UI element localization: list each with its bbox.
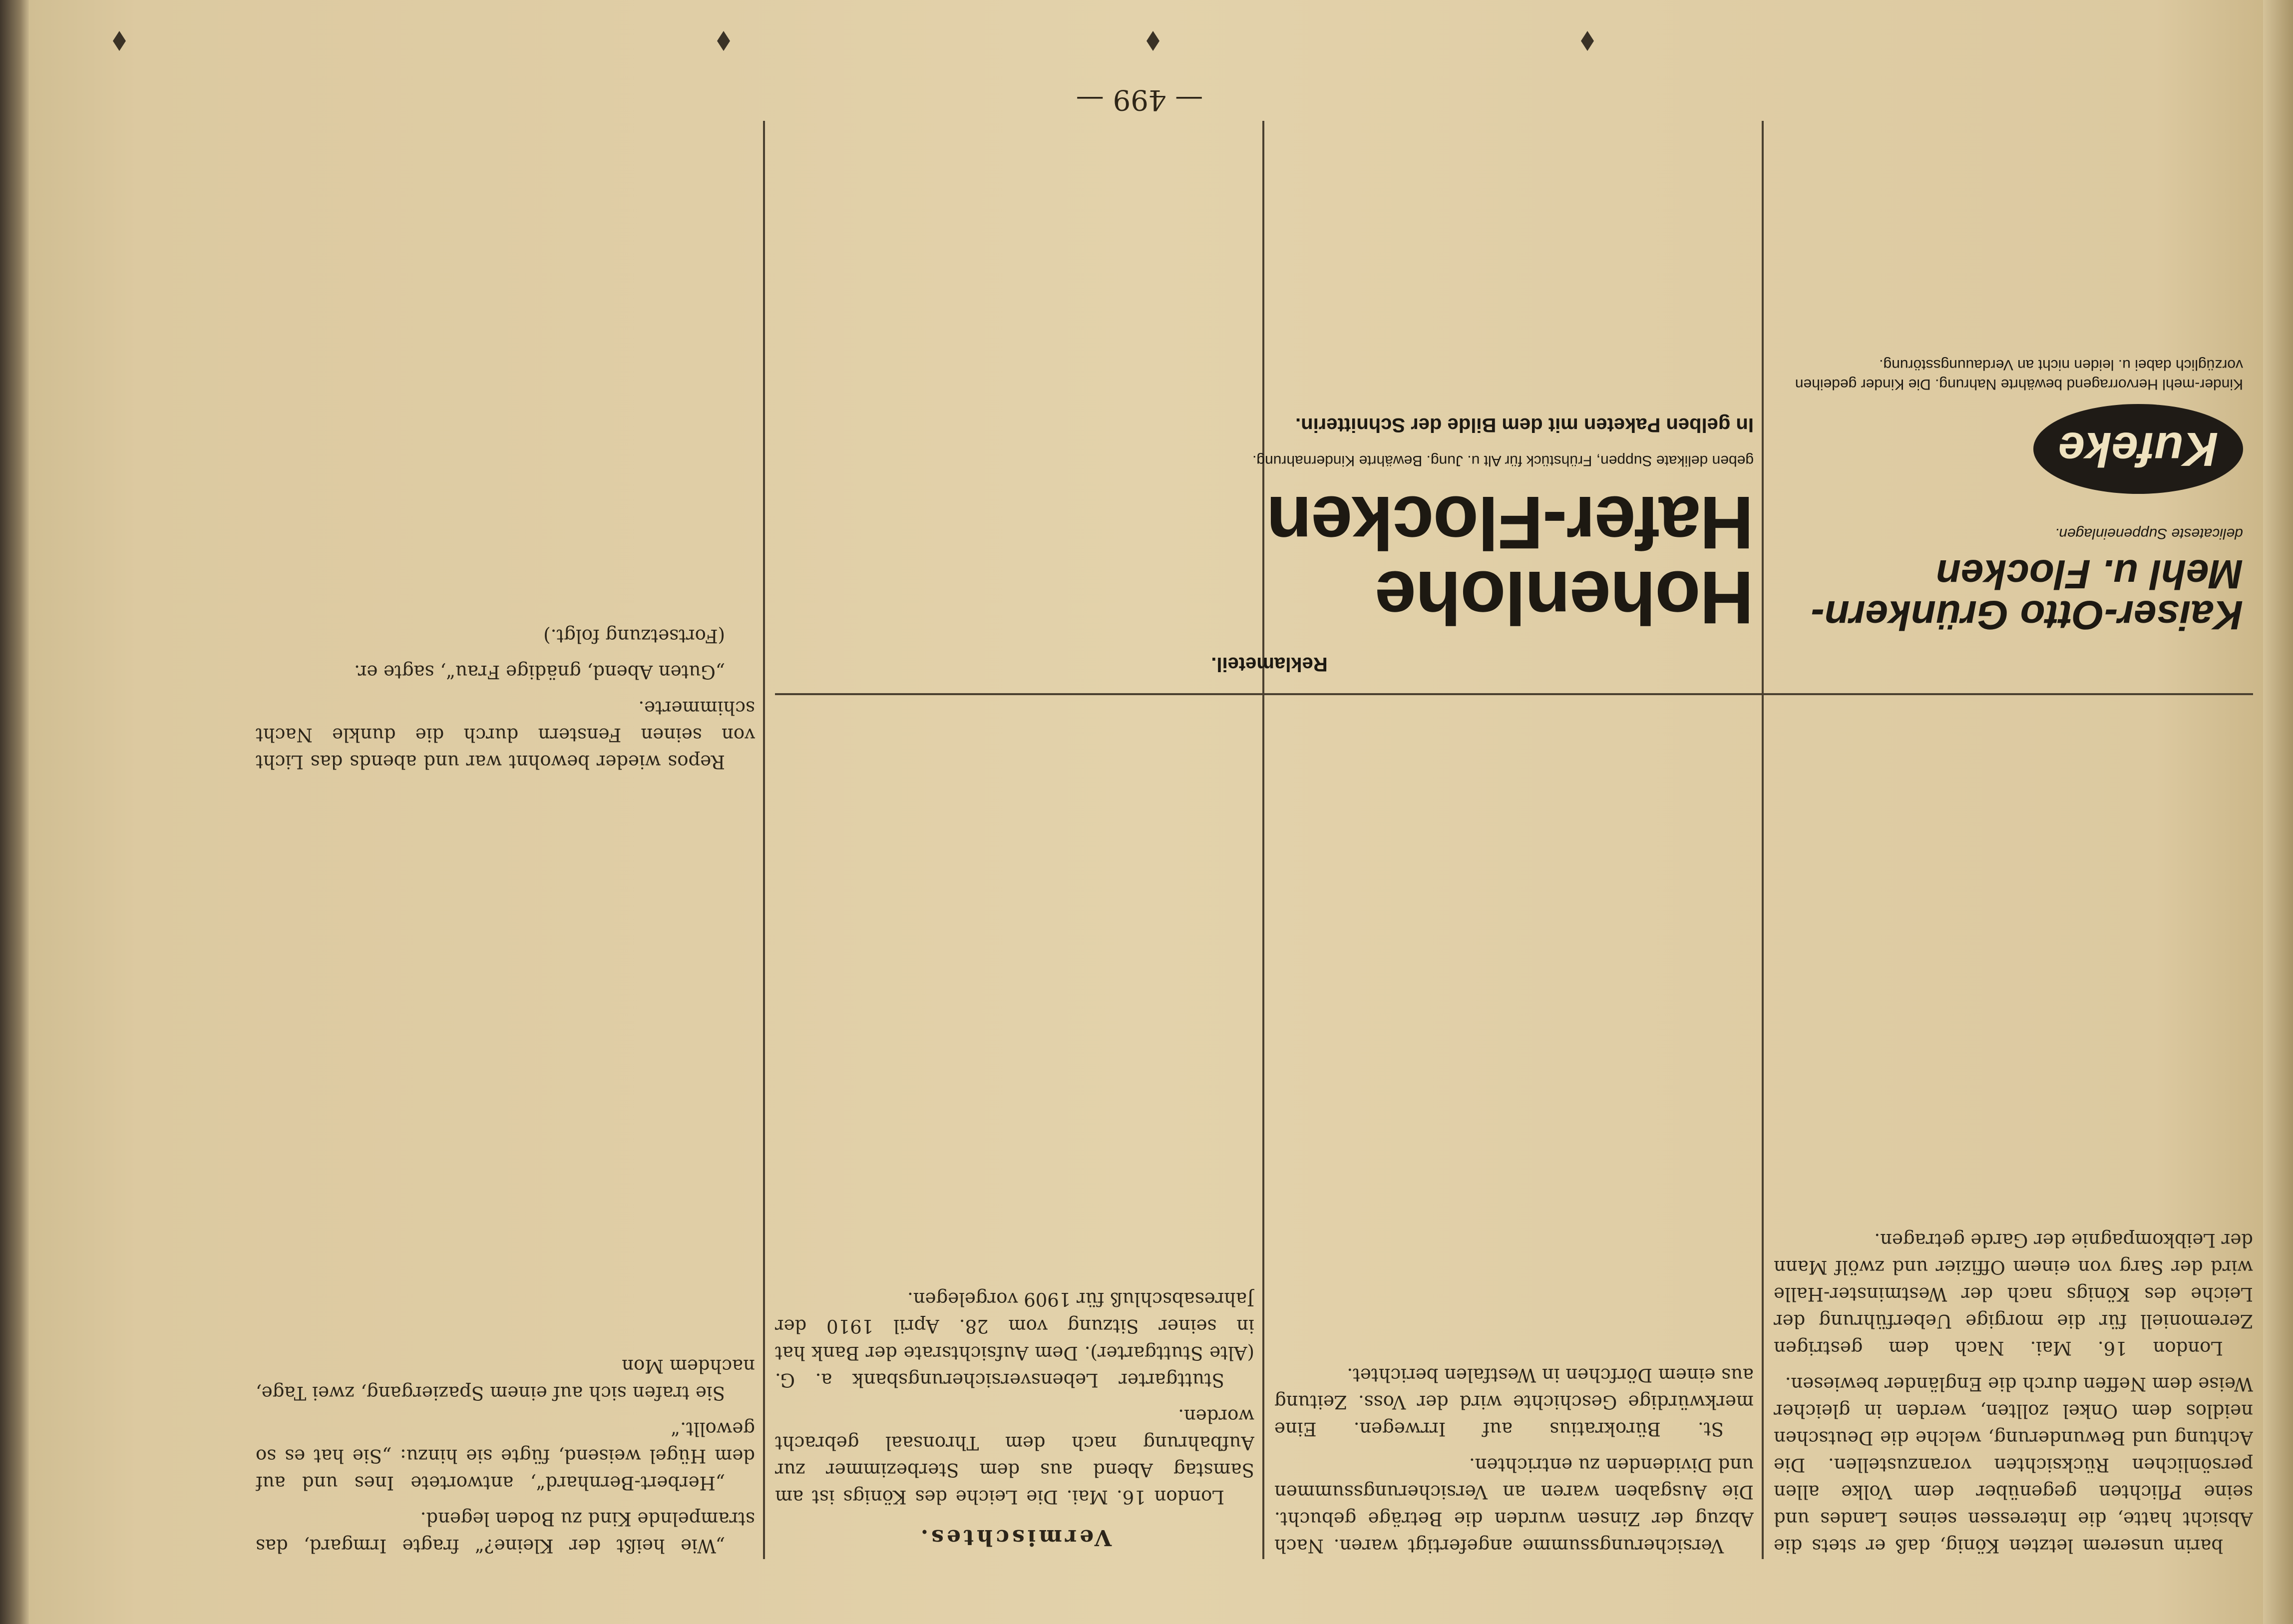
paragraph: Versicherungssumme angefertigt waren. Nach Abzug der Zinsen wurden die Beträge gebucht. Die Ausgaben waren an Versicherungssummen und Dividenden zu entrichten. — [1274, 1454, 1754, 1557]
story-column-left-lower — [256, 126, 755, 775]
paragraph: Sie trafen sich auf einem Spaziergang, zwei Tage, nachdem Mon — [256, 1355, 755, 1404]
paragraph: St. Bürokratius auf Irrwegen. Eine merkwürdige Geschichte wird der Voss. Zeitung aus einem Dörfchen in Westfalen berichtet. — [1274, 1364, 1754, 1440]
paragraph: Stuttgarter Lebensversicherungsbank a. G. (Alte Stuttgarter). Dem Aufsichtsrate der Bank hat in seiner Sitzung vom 28. April 1910 der Jahresabschluß für 1909 vorgelegen. — [775, 1288, 1254, 1391]
paragraph: „Guten Abend, gnädige Frau“, sagte er. — [354, 661, 725, 683]
paragraph: London 16. Mai. Nach dem gestrigen Zeremoniell für die morgige Ueberführung der Leiche des Königs nach der Westminster-Halle wird der Sarg von einem Offizier und zwölf Mann der Leibkompagnie der Garde getragen. — [1774, 1229, 2253, 1359]
hohenlohe-packet-note: In gelben Paketen mit dem Bilde der Schnitterin. — [1295, 414, 1754, 436]
page-number: — 499 — — [1076, 83, 1203, 116]
paragraph: London 16. Mai. Die Leiche des Königs ist am Samstag Abend aus dem Sterbezimmer zur Aufbahrung nach dem Thronsaal gebracht worden. — [775, 1405, 1254, 1508]
reklameteil-heading: Reklameteil. — [1211, 653, 1328, 675]
hohenlohe-subtitle: geben delikate Suppen, Frühstück für Alt u. Jung. Bewährte Kindernahrung. — [1252, 452, 1754, 469]
kaiser-otto-advertisement — [1794, 355, 2243, 638]
section-heading: Vermischtes. — [917, 1525, 1112, 1550]
binding-pin-icon — [1581, 31, 1594, 51]
article-column-center-left — [775, 710, 1254, 1559]
paragraph: (Fortsetzung folgt.) — [543, 625, 725, 647]
paragraph: „Wie heißt der Kleine?“ fragte Irmgard, das strampelnde Kind zu Boden legend. — [256, 1508, 755, 1557]
binding-pin-icon — [717, 31, 730, 51]
kufeke-description: Kinder-mehl Hervorragend bewährte Nahrung. Die Kinder gedeihen vorzüglich dabei u. leiden nicht an Verdauungsstörung. — [1795, 357, 2243, 393]
advertisement-section — [795, 126, 2243, 675]
paragraph: barin unserem letzten König, daß er stets die Absicht hatte, die Interessen seines Landes und seine Pflichten gegenüber dem Volke allen persönlichen Rücksichten voranzustellen. Die Achtung und Bewunderung, welche die Deutschen neidlos dem Onkel zollten, werden in gleicher Weise dem Neffen durch die Engländer bewiesen. — [1774, 1373, 2253, 1557]
paragraph: „Herbert-Bernhard“, antwortete Ines und auf dem Hügel weisend, fügte sie hinzu: „Sie hat es so gewollt.“ — [256, 1418, 755, 1494]
story-column-left — [256, 810, 755, 1559]
kaiser-otto-title: Kaiser-Otto Grünkern-Mehl u. Flocken — [1811, 551, 2243, 638]
column-rule — [763, 121, 765, 1559]
section-rule — [775, 693, 2253, 695]
article-column-right — [1774, 710, 2253, 1559]
binding-pin-icon — [1146, 31, 1159, 51]
paragraph: Repos wieder bewohnt war und abends das Licht von seinen Fenstern durch die dunkle Nacht schimmerte. — [256, 697, 755, 773]
article-column-center-right — [1274, 710, 1754, 1559]
binding-pin-icon — [113, 31, 126, 51]
hohenlohe-title: Hohenlohe Hafer-Flocken — [1267, 481, 1754, 640]
hohenlohe-advertisement — [1154, 413, 1754, 640]
kaiser-otto-subtitle: delicateste Suppeneinlagen. — [2055, 525, 2243, 542]
kufeke-logo: Kufeke — [2033, 404, 2243, 494]
